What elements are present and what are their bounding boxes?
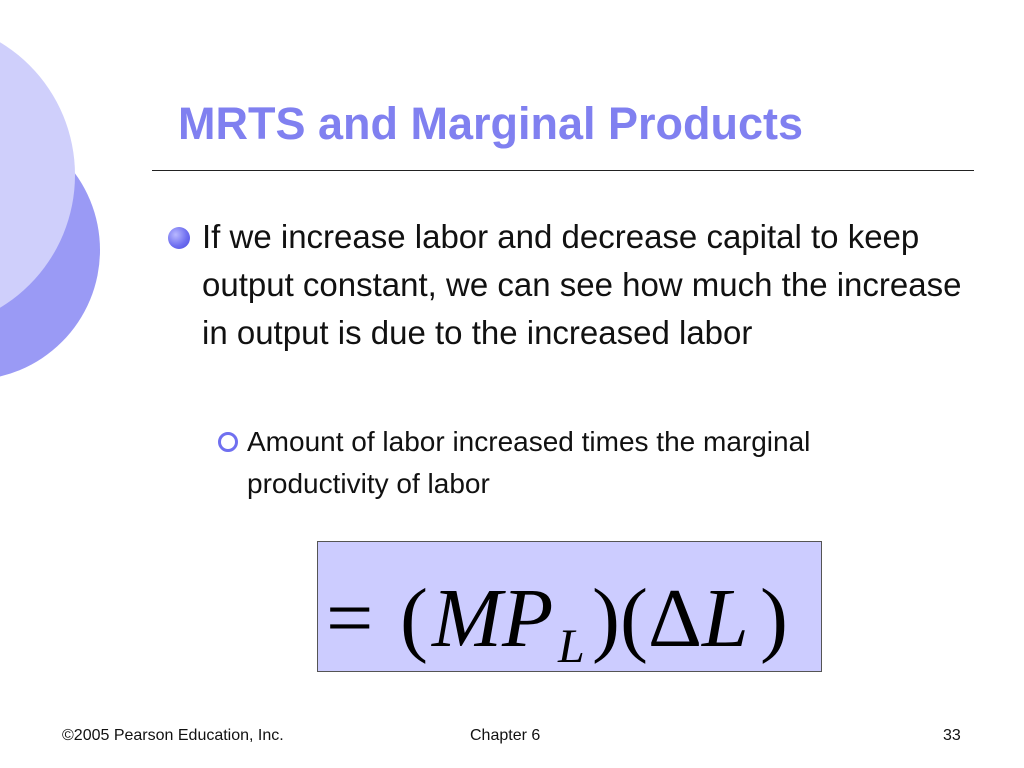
formula-paren-open-1: ( [400, 572, 428, 665]
sub-bullet-ring-icon [218, 432, 238, 452]
bullet-text: If we increase labor and decrease capital to keep output constant, we can see how much the increase in output is due to the increased labor [202, 218, 962, 351]
decorative-circles [0, 0, 120, 420]
formula-delta: Δ [648, 572, 703, 665]
bullet-item [164, 213, 964, 357]
formula-paren-open-2: ( [620, 572, 648, 665]
slide-title: MRTS and Marginal Products [178, 98, 804, 149]
sub-bullet-text: Amount of labor increased times the marginal productivity of labor [247, 426, 811, 499]
formula-paren-close-2: ) [760, 572, 788, 665]
footer-chapter: Chapter 6 [470, 727, 541, 744]
formula-box [317, 541, 822, 672]
formula-subscript-l: L [558, 620, 585, 673]
sub-bullet-item [218, 421, 918, 505]
formula-l: L [702, 572, 749, 665]
formula-mp: MP [432, 572, 554, 665]
formula-equation [318, 542, 823, 673]
formula-equals: = [326, 572, 374, 665]
footer-page-number: 33 [943, 727, 961, 744]
bullet-dot-icon [168, 227, 190, 249]
title-divider [152, 170, 974, 171]
formula-paren-close-1: ) [592, 572, 620, 665]
footer-copyright: ©2005 Pearson Education, Inc. [62, 727, 284, 744]
